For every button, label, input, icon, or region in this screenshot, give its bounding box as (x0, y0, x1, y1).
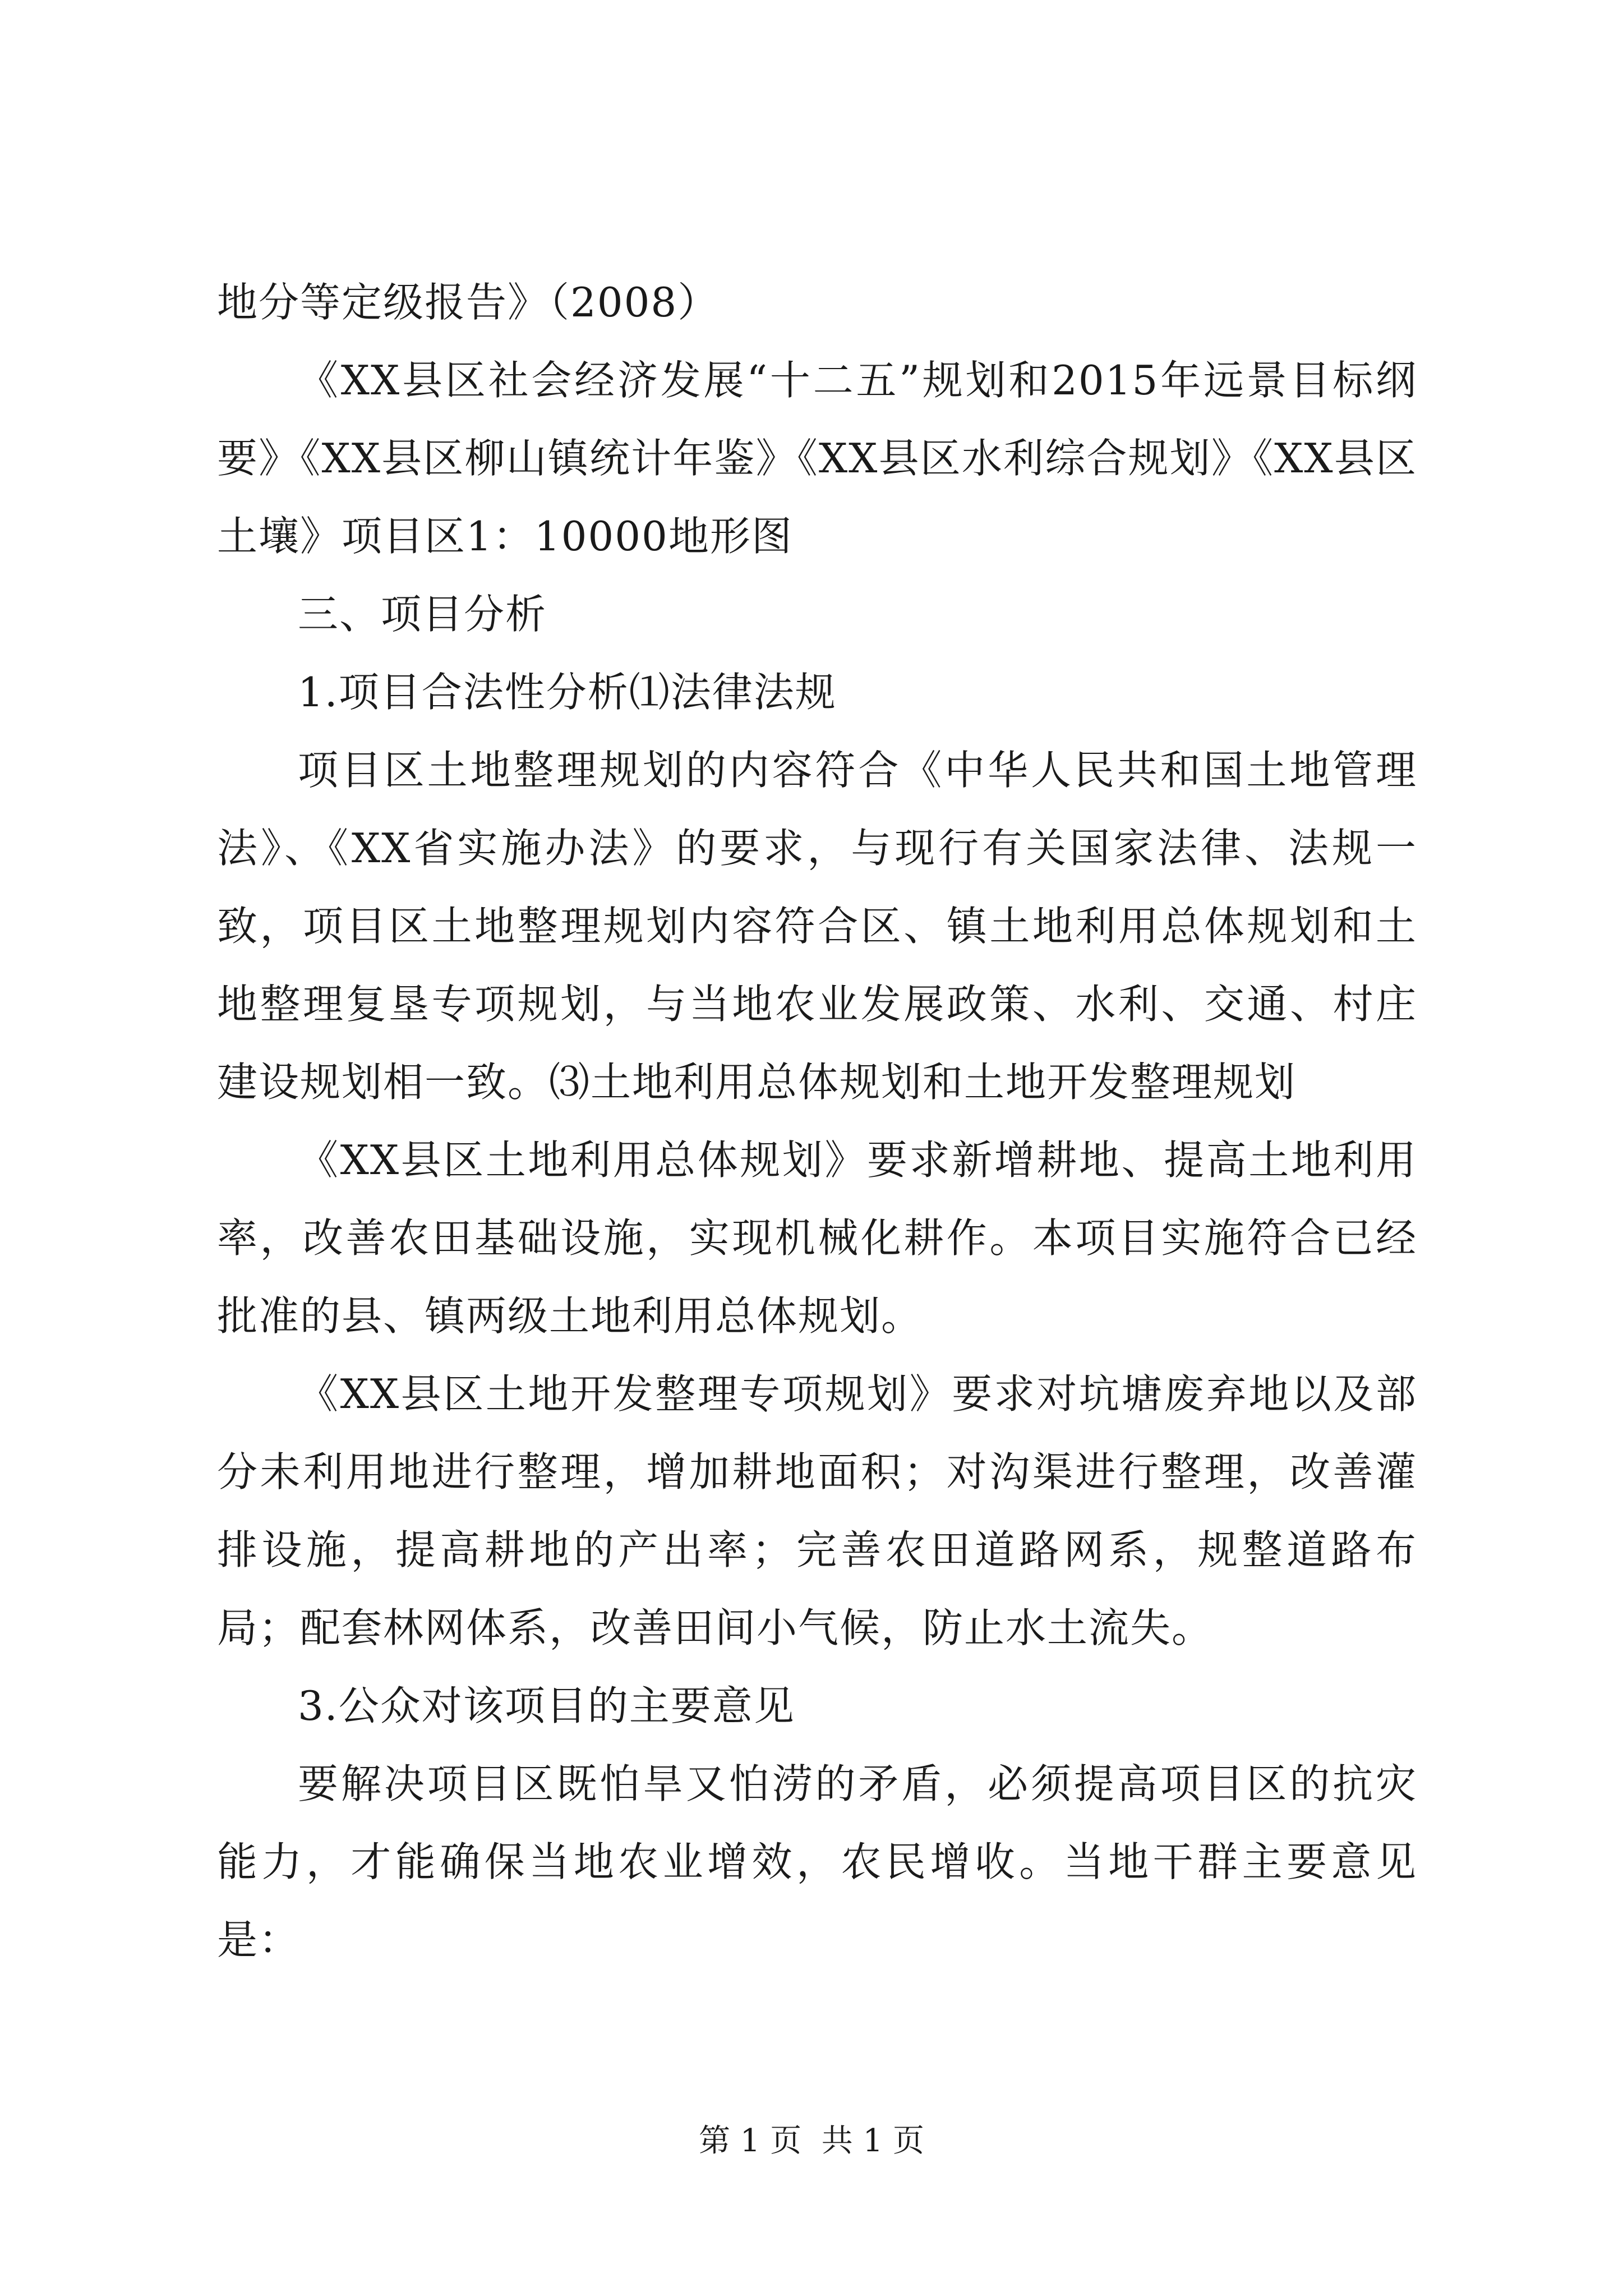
section-heading: 三、项目分析 (298, 591, 547, 638)
page-footer: 第 1 页 共 1 页 (698, 2123, 925, 2159)
paragraph-continuation: 地分等定级报告》（2008） (217, 279, 720, 326)
subsection-heading: 1.项目合法性分析⑴法律法规 (298, 669, 837, 716)
paragraph-legality: 项目区土地整理规划的内容符合《中华人民共和国土地管理法》、《XX省实施办法》的要求，与现行有关国家法律、法规一致，项目区土地整理规划内容符合区、镇土地利用总体规划和土地整理复垦专项规划，与当地农业发展政策、水利、交通、村庄建设规划相一致。⑶土地利用总体规划和土地开发整理规划 (217, 747, 1417, 1106)
paragraph-special-plan: 《XX县区土地开发整理专项规划》要求对坑塘废弃地以及部分未利用地进行整理，增加耕地面积；对沟渠进行整理，改善灌排设施，提高耕地的产出率；完善农田道路网系，规整道路布局；配套林网体系，改善田间小气候，防止水土流失。 (217, 1370, 1417, 1651)
paragraph-overall-plan: 《XX县区土地利用总体规划》要求新增耕地、提高土地利用率，改善农田基础设施，实现机械化耕作。本项目实施符合已经批准的县、镇两级土地利用总体规划。 (217, 1137, 1417, 1340)
subsection-heading: 3.公众对该项目的主要意见 (298, 1682, 795, 1729)
paragraph-references: 《XX县区社会经济发展“十二五”规划和2015年远景目标纲要》《XX县区柳山镇统计年鉴》《XX县区水利综合规划》《XX县区土壤》项目区1：10000地形图 (217, 357, 1417, 560)
paragraph-public-opinion: 要解决项目区既怕旱又怕涝的矛盾，必须提高项目区的抗灾能力，才能确保当地农业增效，农民增收。当地干群主要意见是： (217, 1760, 1417, 1963)
document-body (217, 264, 1417, 1979)
